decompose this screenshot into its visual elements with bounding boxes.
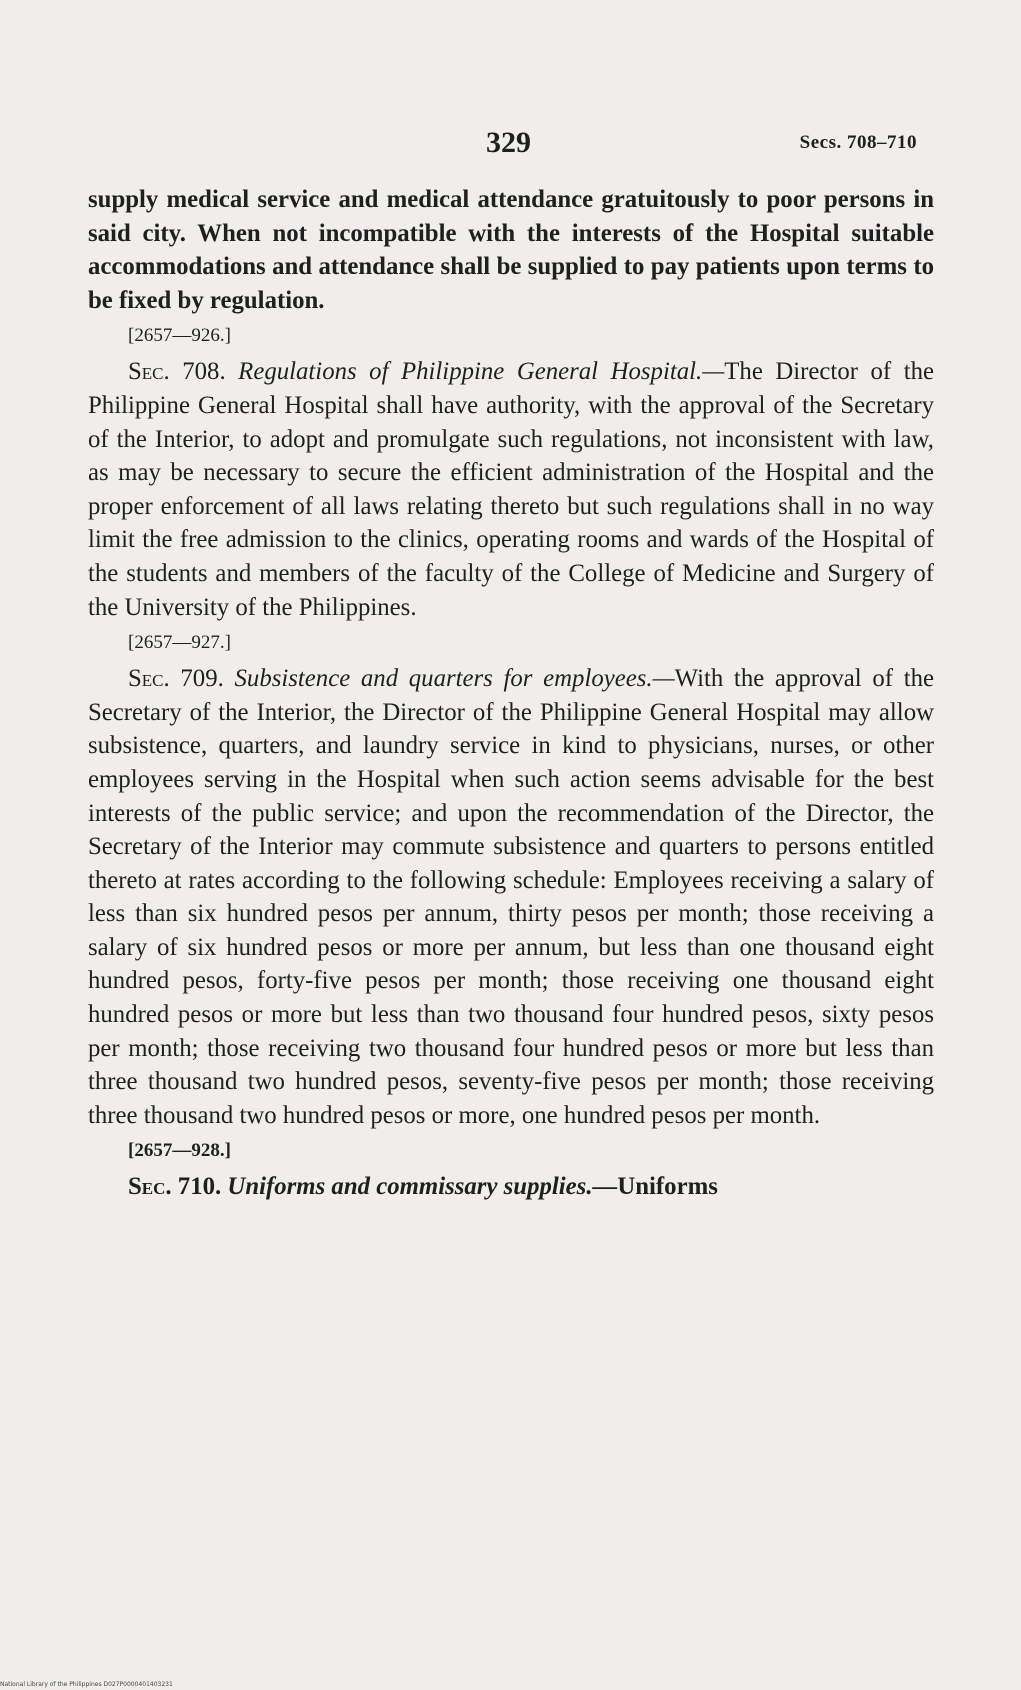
citation: [2657—926.] <box>128 325 231 347</box>
section-text: Uniforms <box>617 1173 718 1201</box>
page-number: 329 <box>486 126 531 159</box>
section-text: With the approval of the Secretary of the Interior, the Director of the Philippine General Hospital may allow subsistence, quarters, and laundry service in kind to physicians, nurses, or other employees serving in the Hospital when such action seems advisable for the best interests of the public service; and upon the recommendation of the Director, the Secretary of the Interior may commute subsistence and quarters to persons entitled thereto at rates according to the following schedule: Employees receiving a salary of less than six hundred pesos per annum, thirty pesos per month; those receiving a salary of six hundred pesos or more per annum, but less than one thousand eight hundred pesos, forty-five pesos per month; those receiving one thousand eight hundred pesos or more but less than two thousand four hundred pesos, sixty pesos per month; those receiving two thousand four hundred pesos or more but less than three thousand two hundred pesos, seventy-five pesos per month; those receiving three thousand two hundred pesos or more, one hundred pesos per month. <box>88 665 935 1129</box>
section-title: Uniforms and commissary supplies.— <box>227 1173 618 1201</box>
section-number: Sec. 708. <box>128 358 226 386</box>
citation: [2657—927.] <box>128 632 231 654</box>
section-title: Regulations of Philippine General Hospital.— <box>238 358 725 386</box>
body-text <box>88 183 934 1204</box>
page-header <box>86 118 935 158</box>
section-range: Secs. 708–710 <box>799 132 917 153</box>
section-number: Sec. 710. <box>128 1173 222 1201</box>
section-708 <box>88 355 934 624</box>
section-710 <box>88 1170 934 1204</box>
citation: [2657—928.] <box>128 1140 231 1162</box>
section-number: Sec. 709. <box>128 665 224 693</box>
section-title: Subsistence and quarters for employees.— <box>234 665 675 693</box>
scan-source-footer: National Library of the Philippines D027P0000401403231 <box>0 1681 173 1688</box>
section-709 <box>88 662 934 1132</box>
intro-paragraph: supply medical service and medical attendance gratuitously to poor persons in said city. When not incompatible with the interests of the Hospital suitable accommodations and attendance shall be supplied to pay patients upon terms to be fixed by regulation. <box>88 186 934 314</box>
section-text: The Director of the Philippine General Hospital shall have authority, with the approval of the Secretary of the Interior, to adopt and promulgate such regulations, not inconsistent with law, as may be necessary to secure the efficient administration of the Hospital and the proper enforcement of all laws relating thereto but such regulations shall in no way limit the free admission to the clinics, operating rooms and wards of the Hospital of the students and members of the faculty of the College of Medicine and Surgery of the University of the Philippines. <box>88 358 934 621</box>
